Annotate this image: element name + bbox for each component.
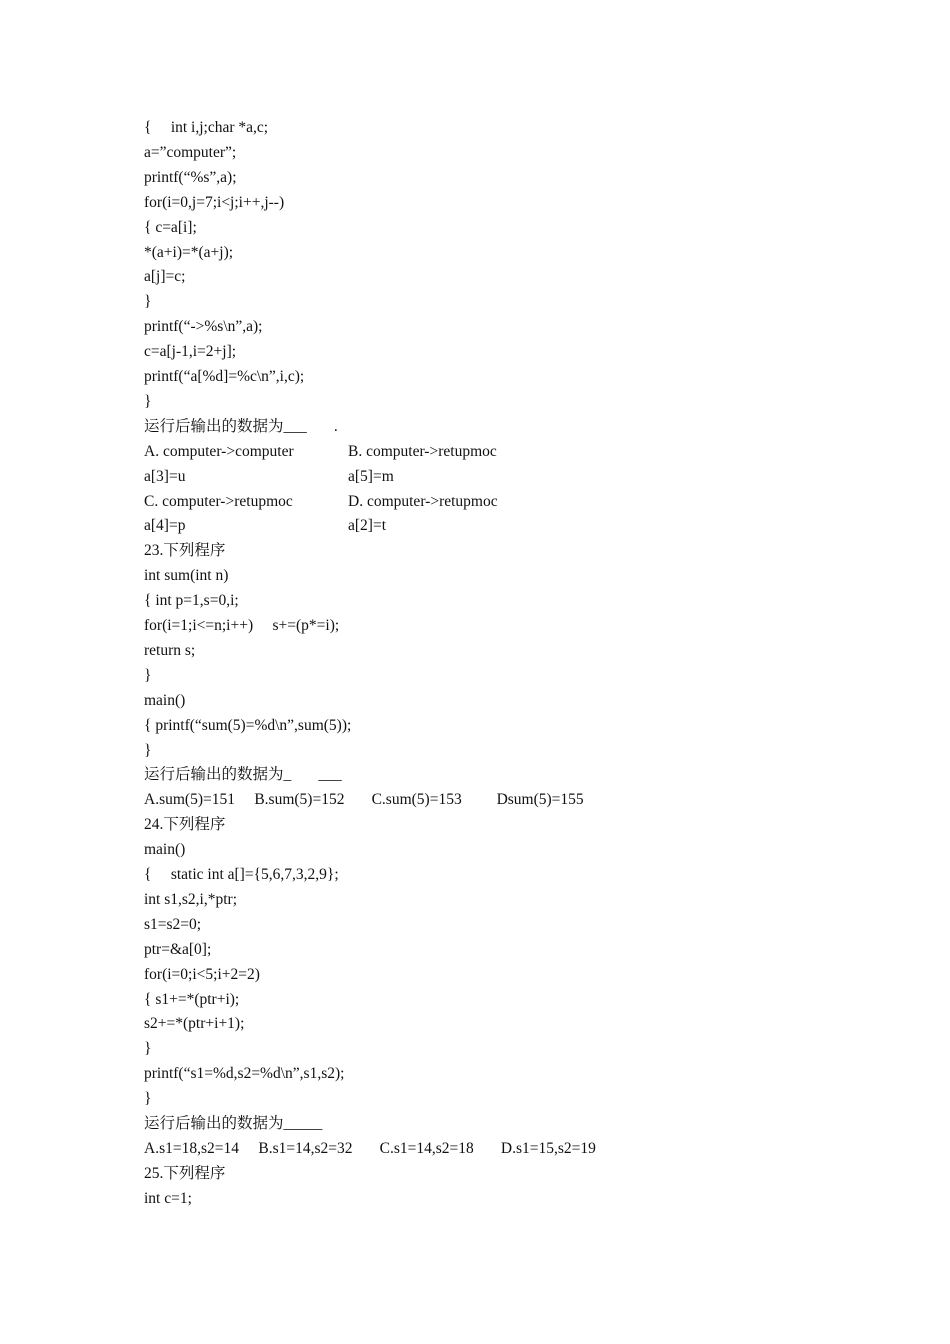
text-line: printf(“s1=%d,s2=%d\n”,s1,s2); — [144, 1065, 345, 1083]
text-line: printf(“->%s\n”,a); — [144, 318, 263, 336]
text-line: { static int a[]={5,6,7,3,2,9}; — [144, 866, 339, 883]
text-line: ptr=&a[0]; — [144, 940, 212, 958]
option-text: B. computer->retupmoc — [348, 442, 497, 460]
option-text: A. computer->computer — [144, 442, 294, 460]
text-line: { int i,j;char *a,c; — [144, 119, 269, 136]
option-text: a[4]=p — [144, 517, 186, 535]
option-text: D. computer->retupmoc — [348, 492, 498, 510]
text-line: int sum(int n) — [144, 567, 229, 585]
text-line: int c=1; — [144, 1189, 192, 1207]
text-line: main() — [144, 841, 186, 859]
text-line: main() — [144, 691, 186, 709]
text-line: 运行后输出的数据为___ . — [144, 417, 338, 435]
text-line: { s1+=*(ptr+i); — [144, 990, 240, 1008]
text-line: c=a[j-1,i=2+j]; — [144, 343, 237, 361]
text-line: 24.下列程序 — [144, 816, 226, 834]
text-line: int s1,s2,i,*ptr; — [144, 890, 238, 908]
text-line: } — [144, 1040, 152, 1058]
text-line: A.s1=18,s2=14 B.s1=14,s2=32 C.s1=14,s2=18 D.s1=15,s2=19 — [144, 1139, 596, 1157]
text-line: s1=s2=0; — [144, 915, 202, 933]
text-line: } — [144, 741, 152, 759]
text-line: } — [144, 293, 152, 311]
text-line: 25.下列程序 — [144, 1164, 226, 1182]
text-line: printf(“a[%d]=%c\n”,i,c); — [144, 368, 305, 385]
text-line: *(a+i)=*(a+j); — [144, 243, 234, 261]
option-text: C. computer->retupmoc — [144, 492, 293, 510]
text-line: a=”computer”; — [144, 143, 237, 161]
text-line: return s; — [144, 641, 196, 659]
text-line: for(i=1;i<=n;i++) s+=(p*=i); — [144, 617, 340, 634]
option-text: a[2]=t — [348, 517, 387, 535]
text-line: A.sum(5)=151 B.sum(5)=152 C.sum(5)=153 Dsum(5)=155 — [144, 791, 584, 809]
text-line: s2+=*(ptr+i+1); — [144, 1015, 245, 1033]
option-text: a[5]=m — [348, 467, 394, 485]
text-line: printf(“%s”,a); — [144, 168, 237, 186]
text-line: } — [144, 1090, 152, 1108]
text-line: for(i=0,j=7;i<j;i++,j--) — [144, 193, 285, 211]
text-line: } — [144, 392, 152, 410]
text-line: 运行后输出的数据为_____ — [144, 1115, 323, 1132]
text-line: 23.下列程序 — [144, 542, 226, 560]
text-line: 运行后输出的数据为_ ___ — [144, 766, 342, 784]
option-text: a[3]=u — [144, 467, 186, 485]
text-line: } — [144, 666, 152, 684]
text-line: for(i=0;i<5;i+2=2) — [144, 965, 260, 983]
text-line: { c=a[i]; — [144, 218, 197, 236]
text-line: { printf(“sum(5)=%d\n”,sum(5)); — [144, 716, 352, 734]
text-line: a[j]=c; — [144, 268, 186, 286]
text-line: { int p=1,s=0,i; — [144, 592, 239, 610]
